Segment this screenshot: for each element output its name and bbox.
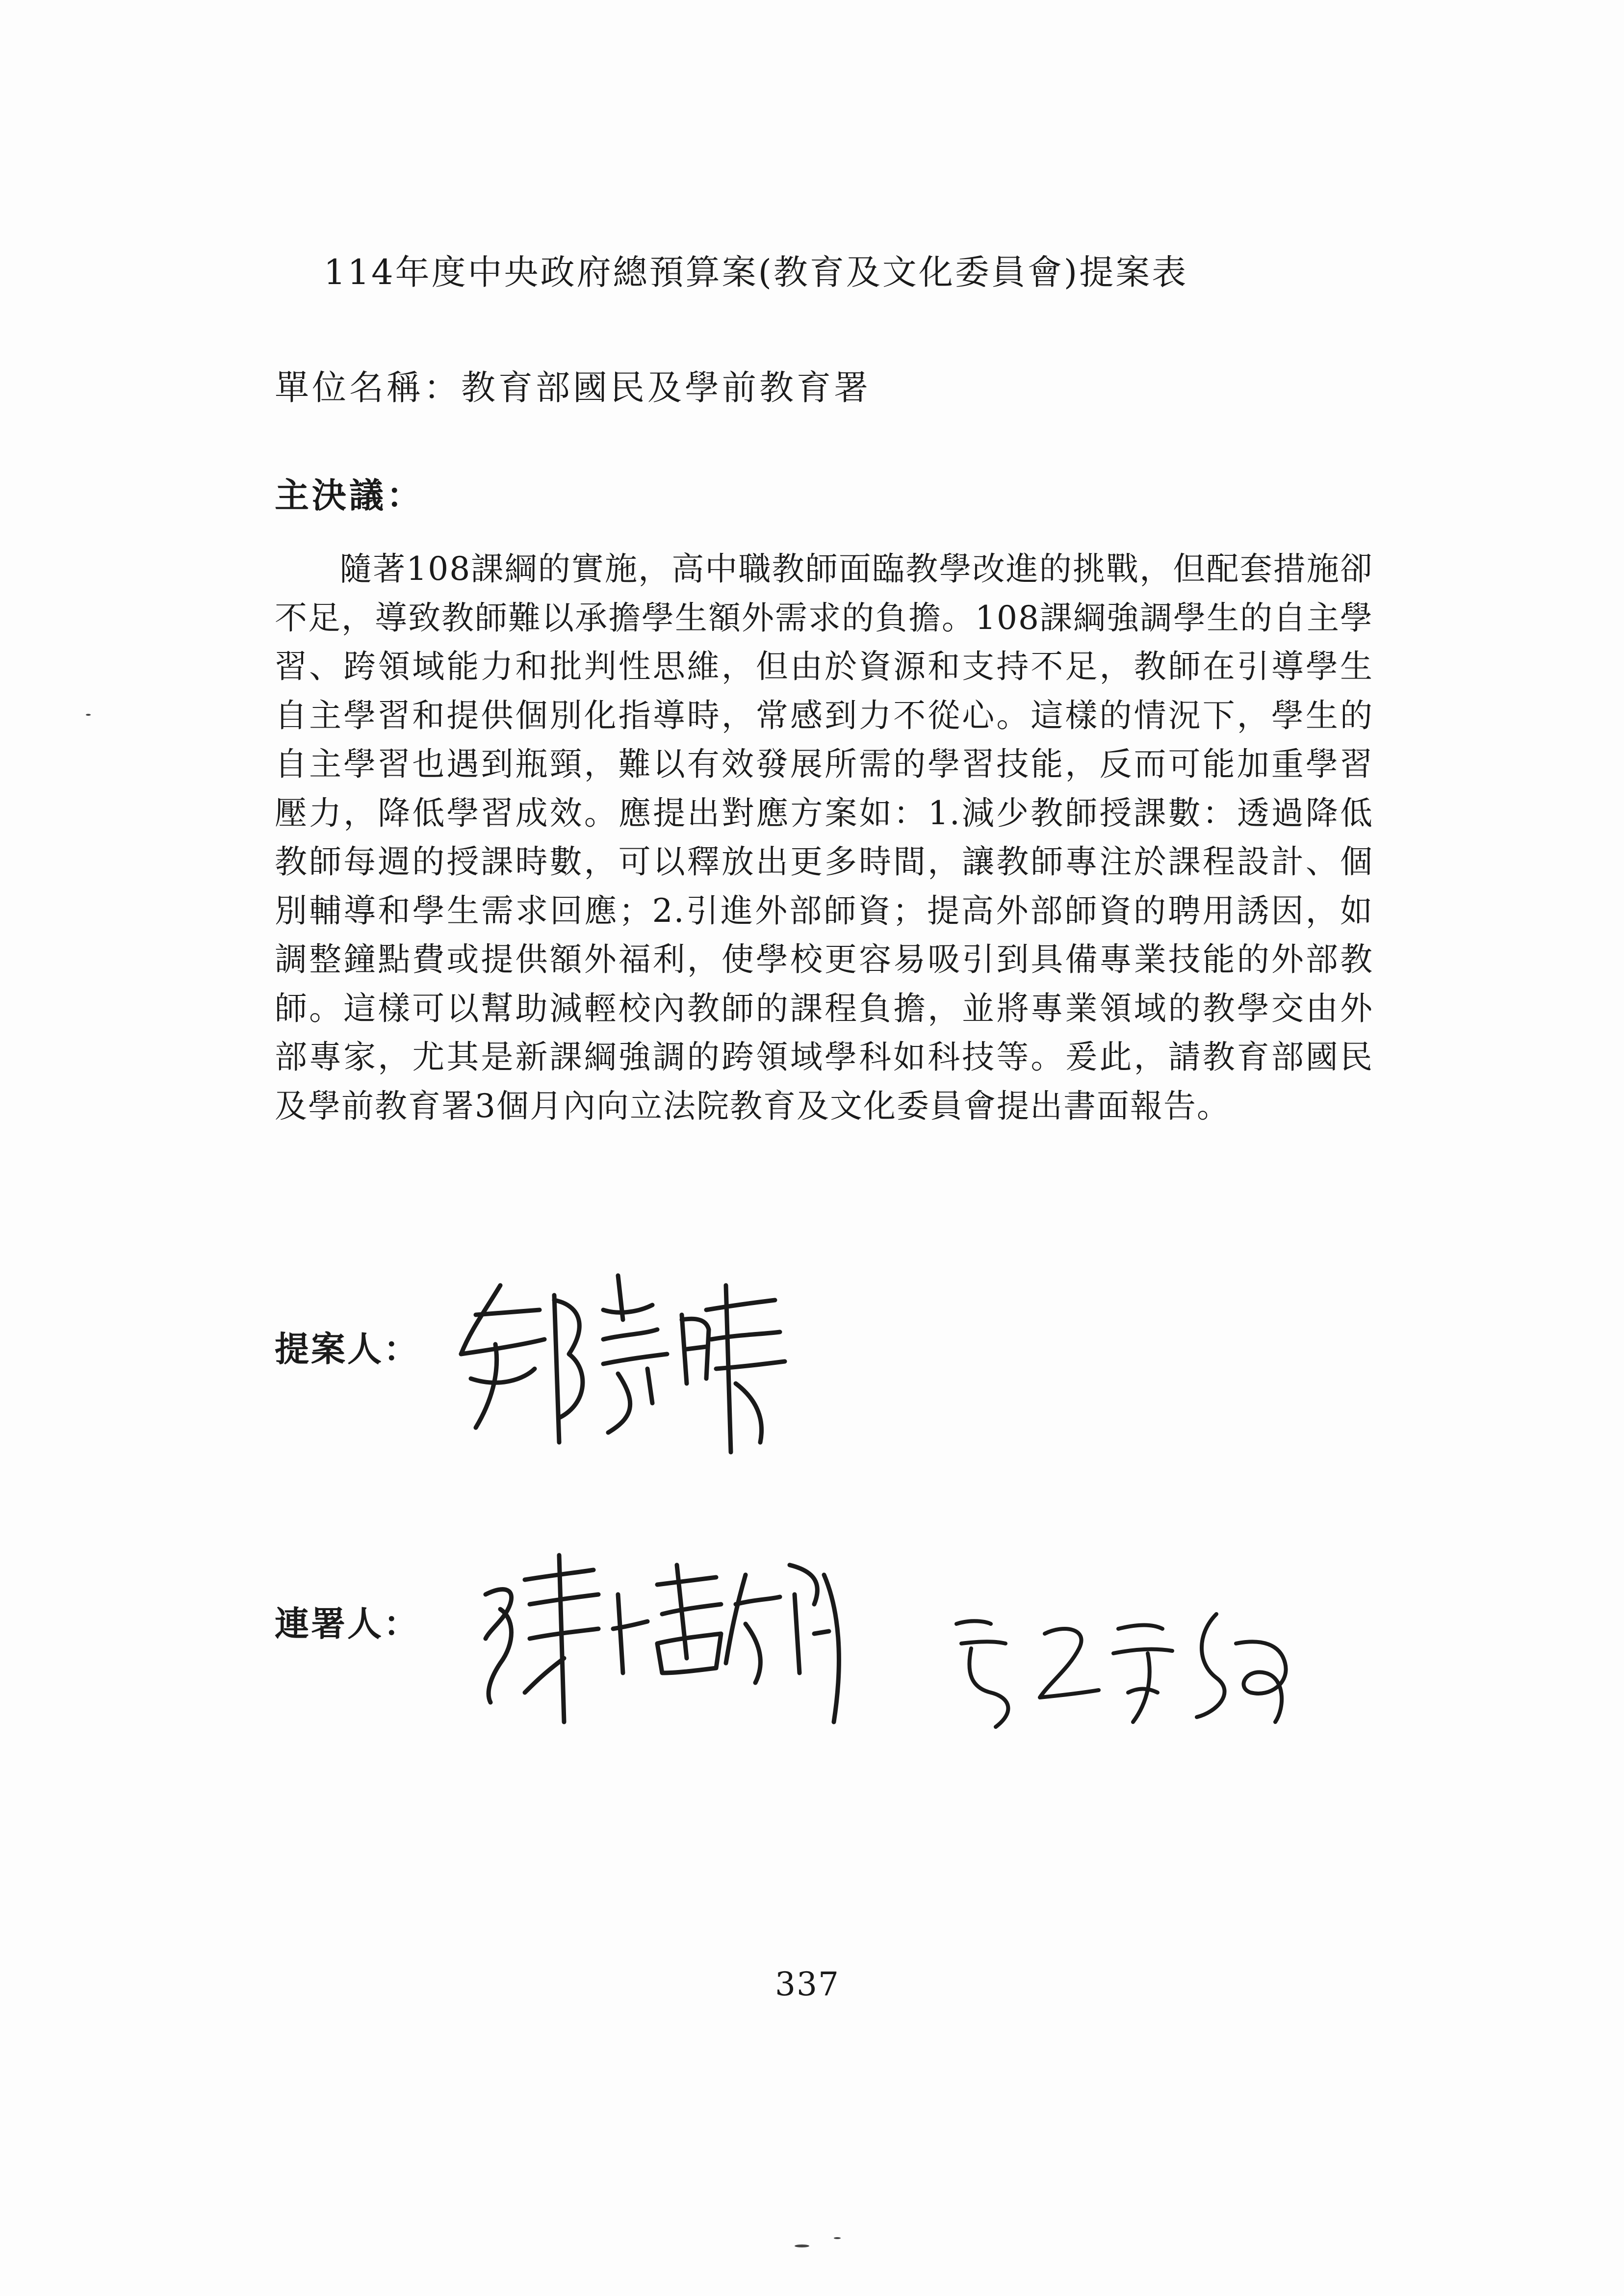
unit-name: 單位名稱：教育部國民及學前教育署 [275,367,871,408]
proposer-label: 提案人： [275,1329,420,1369]
resolution-heading: 主決議： [275,475,424,516]
cosigner-signature-2 [942,1594,1295,1742]
resolution-body [275,545,1373,1130]
cosigner-label: 連署人： [275,1603,420,1644]
cosigner-signature-1 [471,1536,873,1742]
resolution-paragraph: 隨著108課綱的實施，高中職教師面臨教學改進的挑戰，但配套措施卻不足，導致教師難以承擔學生額外需求的負擔。108課綱強調學生的自主學習、跨領域能力和批判性思維，但由於資源和支持不足，教師在引導學生自主學習和提供個別化指導時，常感到力不從心。這樣的情況下，學生的自主學習也遇到瓶頸，難以有效發展所需的學習技能，反而可能加重學習壓力，降低學習成效。應提出對應方案如：1.減少教師授課數：透過降低教師每週的授課時數，可以釋放出更多時間，讓教師專注於課程設計、個別輔導和學生需求回應；2.引進外部師資；提高外部師資的聘用誘因，如調整鐘點費或提供額外福利，使學校更容易吸引到具備專業技能的外部教師。這樣可以幫助減輕校內教師的課程負擔，並將專業領域的教學交由外部專家，尤其是新課綱強調的跨領域學科如科技等。爰此，請教育部國民及學前教育署3個月內向立法院教育及文化委員會提出書面報告。 [275,550,1373,1125]
proposer-signature [441,1256,795,1462]
document-title: 114年度中央政府總預算案(教育及文化委員會)提案表 [324,252,1188,292]
scan-speck [86,714,91,716]
scan-speck [795,2244,809,2247]
scan-speck [834,2237,841,2239]
page-number: 337 [775,1965,840,2003]
